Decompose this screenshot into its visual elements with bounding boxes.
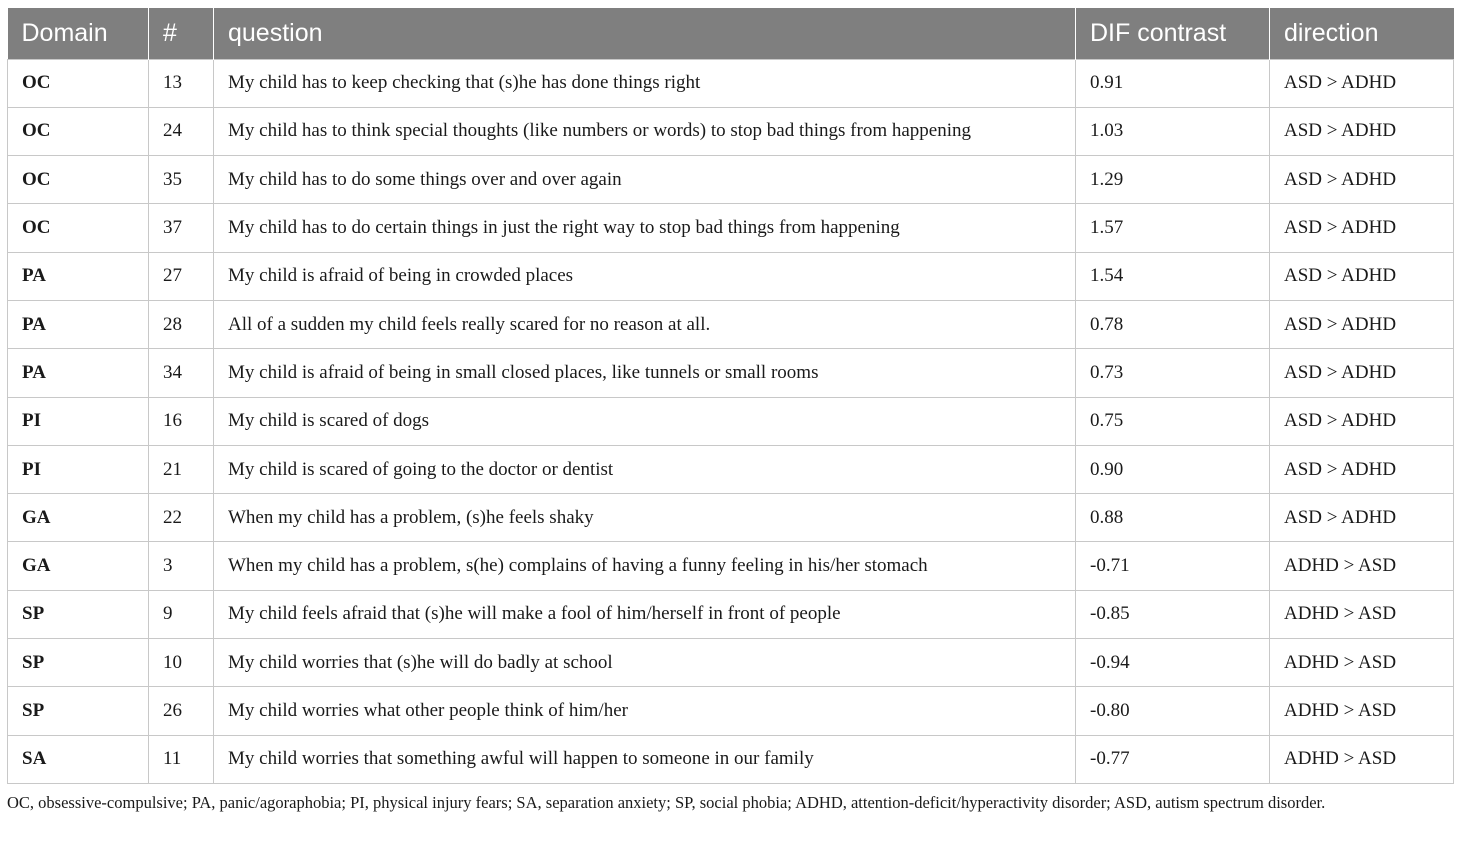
cell-domain: PI [8, 397, 149, 445]
table-row [8, 445, 1454, 493]
cell-item-number: 35 [149, 156, 214, 204]
table-row [8, 639, 1454, 687]
cell-item-number: 10 [149, 639, 214, 687]
cell-dif-contrast: 0.90 [1076, 445, 1270, 493]
table-footnote: OC, obsessive-compulsive; PA, panic/agoraphobia; PI, physical injury fears; SA, separation anxiety; SP, social phobia; ADHD, attention-deficit/hyperactivity disorder; ASD, autism spectrum disorder. [7, 793, 1326, 812]
cell-question: My child is scared of going to the doctor or dentist [214, 445, 1076, 493]
cell-domain: OC [8, 107, 149, 155]
cell-question: My child is afraid of being in small closed places, like tunnels or small rooms [214, 349, 1076, 397]
cell-question: My child has to think special thoughts (like numbers or words) to stop bad things from happening [214, 107, 1076, 155]
cell-direction: ASD > ADHD [1270, 349, 1454, 397]
cell-dif-contrast: 1.29 [1076, 156, 1270, 204]
table-row [8, 735, 1454, 783]
cell-dif-contrast: -0.77 [1076, 735, 1270, 783]
table-row [8, 204, 1454, 252]
cell-dif-contrast: -0.80 [1076, 687, 1270, 735]
cell-item-number: 27 [149, 252, 214, 300]
cell-direction: ASD > ADHD [1270, 156, 1454, 204]
table-container [7, 8, 1453, 784]
cell-direction: ASD > ADHD [1270, 397, 1454, 445]
cell-dif-contrast: 0.88 [1076, 494, 1270, 542]
header-row [8, 8, 1454, 59]
cell-item-number: 16 [149, 397, 214, 445]
cell-domain: PA [8, 252, 149, 300]
header-dif-contrast: DIF contrast [1076, 8, 1270, 59]
table-row [8, 494, 1454, 542]
cell-direction: ADHD > ASD [1270, 542, 1454, 590]
cell-dif-contrast: 0.78 [1076, 300, 1270, 348]
header-question: question [214, 8, 1076, 59]
cell-question: My child has to do some things over and over again [214, 156, 1076, 204]
cell-domain: SA [8, 735, 149, 783]
cell-direction: ADHD > ASD [1270, 639, 1454, 687]
table-row [8, 156, 1454, 204]
table-row [8, 397, 1454, 445]
cell-item-number: 24 [149, 107, 214, 155]
cell-item-number: 13 [149, 59, 214, 107]
table-body [8, 59, 1454, 783]
cell-item-number: 34 [149, 349, 214, 397]
cell-item-number: 26 [149, 687, 214, 735]
cell-domain: SP [8, 687, 149, 735]
cell-question: All of a sudden my child feels really scared for no reason at all. [214, 300, 1076, 348]
cell-direction: ASD > ADHD [1270, 494, 1454, 542]
table-row [8, 542, 1454, 590]
cell-question: When my child has a problem, s(he) complains of having a funny feeling in his/her stomach [214, 542, 1076, 590]
cell-domain: GA [8, 494, 149, 542]
table-row [8, 300, 1454, 348]
cell-question: My child has to do certain things in just the right way to stop bad things from happening [214, 204, 1076, 252]
table-row [8, 252, 1454, 300]
cell-direction: ADHD > ASD [1270, 735, 1454, 783]
header-number: # [149, 8, 214, 59]
cell-question: My child is scared of dogs [214, 397, 1076, 445]
cell-item-number: 28 [149, 300, 214, 348]
cell-item-number: 9 [149, 590, 214, 638]
cell-domain: SP [8, 590, 149, 638]
cell-dif-contrast: 1.54 [1076, 252, 1270, 300]
cell-dif-contrast: 0.91 [1076, 59, 1270, 107]
cell-domain: SP [8, 639, 149, 687]
cell-dif-contrast: 1.57 [1076, 204, 1270, 252]
cell-question: My child worries that (s)he will do badly at school [214, 639, 1076, 687]
cell-direction: ADHD > ASD [1270, 590, 1454, 638]
cell-dif-contrast: 0.73 [1076, 349, 1270, 397]
table-row [8, 107, 1454, 155]
table-row [8, 349, 1454, 397]
cell-domain: PA [8, 349, 149, 397]
cell-item-number: 37 [149, 204, 214, 252]
table-row [8, 59, 1454, 107]
cell-item-number: 22 [149, 494, 214, 542]
cell-dif-contrast: -0.71 [1076, 542, 1270, 590]
dif-table [7, 8, 1454, 784]
cell-domain: OC [8, 204, 149, 252]
cell-question: My child is afraid of being in crowded places [214, 252, 1076, 300]
cell-domain: GA [8, 542, 149, 590]
cell-direction: ASD > ADHD [1270, 107, 1454, 155]
cell-direction: ASD > ADHD [1270, 252, 1454, 300]
cell-dif-contrast: -0.94 [1076, 639, 1270, 687]
cell-dif-contrast: 0.75 [1076, 397, 1270, 445]
cell-direction: ADHD > ASD [1270, 687, 1454, 735]
cell-direction: ASD > ADHD [1270, 445, 1454, 493]
cell-domain: OC [8, 156, 149, 204]
cell-item-number: 3 [149, 542, 214, 590]
cell-question: My child worries what other people think of him/her [214, 687, 1076, 735]
header-direction: direction [1270, 8, 1454, 59]
header-domain: Domain [8, 8, 149, 59]
cell-question: My child has to keep checking that (s)he has done things right [214, 59, 1076, 107]
cell-direction: ASD > ADHD [1270, 300, 1454, 348]
table-row [8, 590, 1454, 638]
cell-dif-contrast: 1.03 [1076, 107, 1270, 155]
cell-domain: PA [8, 300, 149, 348]
cell-question: My child feels afraid that (s)he will make a fool of him/herself in front of people [214, 590, 1076, 638]
cell-question: My child worries that something awful will happen to someone in our family [214, 735, 1076, 783]
cell-domain: OC [8, 59, 149, 107]
cell-direction: ASD > ADHD [1270, 59, 1454, 107]
cell-question: When my child has a problem, (s)he feels shaky [214, 494, 1076, 542]
cell-direction: ASD > ADHD [1270, 204, 1454, 252]
cell-item-number: 11 [149, 735, 214, 783]
cell-dif-contrast: -0.85 [1076, 590, 1270, 638]
table-row [8, 687, 1454, 735]
cell-domain: PI [8, 445, 149, 493]
cell-item-number: 21 [149, 445, 214, 493]
